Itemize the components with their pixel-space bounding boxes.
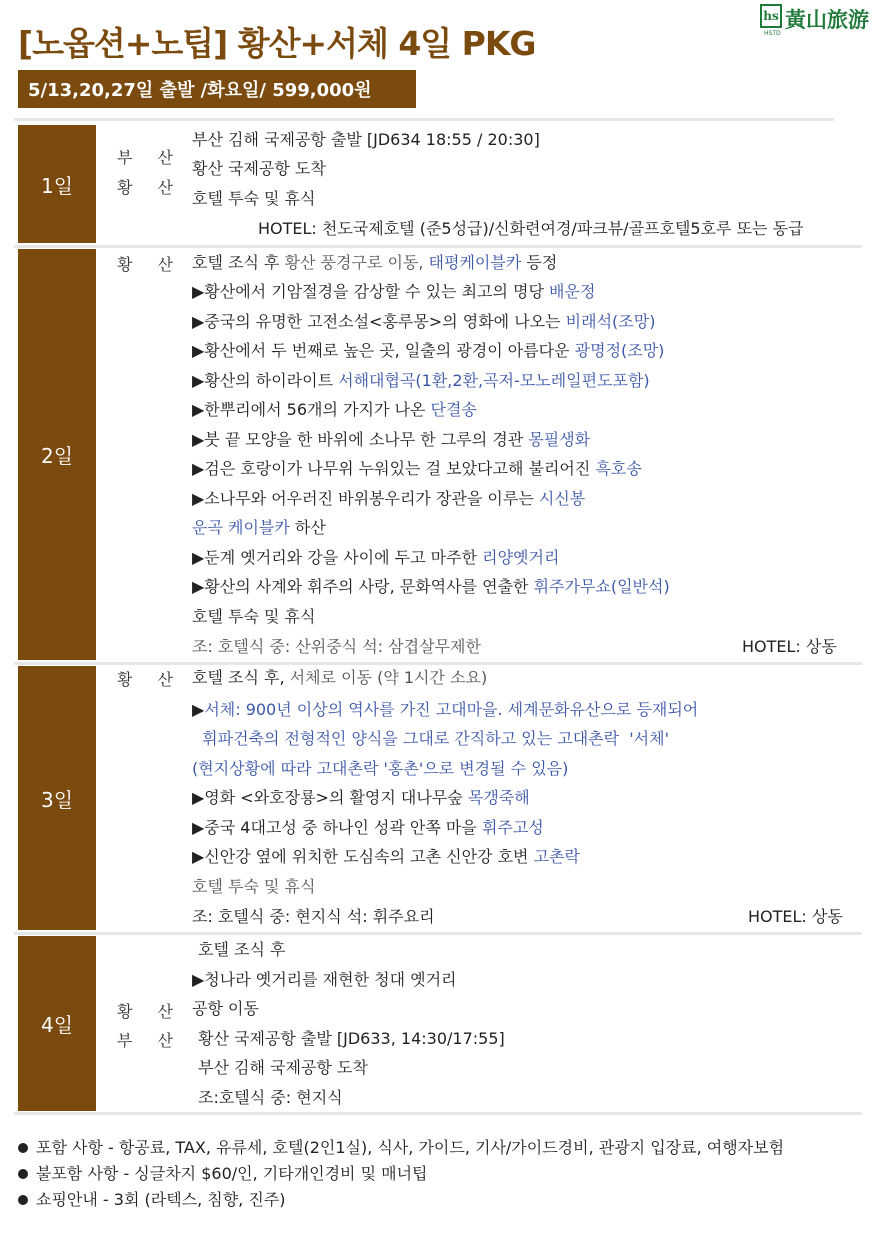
itinerary-line: ▶황산의 사계와 휘주의 사랑, 문화역사를 연출한 휘주가무쇼(일반석) <box>192 577 670 596</box>
departure-banner: 5/13,20,27일 출발 /화요일/ 599,000원 <box>18 70 416 108</box>
itinerary-line: 운곡 케이블카 하산 <box>192 518 326 537</box>
day-label: 1일 <box>18 125 96 243</box>
itinerary-line: 호텔 투숙 및 휴식 <box>192 877 316 896</box>
place-label: 황 산 <box>117 1002 183 1021</box>
itinerary-line: 공항 이동 <box>192 999 259 1018</box>
itinerary-line: ▶둔계 옛거리와 강을 사이에 두고 마주한 리양옛거리 <box>192 548 560 567</box>
itinerary-line: ▶중국의 유명한 고전소설<홍루몽>의 영화에 나오는 비래석(조망) <box>192 312 656 331</box>
itinerary-line: 호텔 투숙 및 휴식 <box>192 189 316 208</box>
itinerary-line: 조:호텔식 중: 현지식 <box>198 1088 343 1107</box>
itinerary-line: ▶황산에서 기암절경을 감상할 수 있는 최고의 명당 배운정 <box>192 282 596 301</box>
meals-line: 조: 호텔식 중: 산위중식 석: 삼겹살무제한 <box>192 637 481 656</box>
hotel-line: HOTEL: 상동 <box>748 907 843 926</box>
row-divider <box>14 118 834 121</box>
logo-mark: hs <box>760 4 782 28</box>
itinerary-line: ▶소나무와 어우러진 바위봉우리가 장관을 이루는 시신봉 <box>192 489 586 508</box>
place-label: 부 산 <box>117 148 183 167</box>
meals-line: 조: 호텔식 중: 현지식 석: 휘주요리 <box>192 907 435 926</box>
itinerary-line: 호텔 조식 후, 서체로 이동 (약 1시간 소요) <box>192 668 488 687</box>
itinerary-line: 호텔 투숙 및 휴식 <box>192 607 316 626</box>
itinerary-line: 호텔 조식 후 황산 풍경구로 이동, 태평케이블카 등정 <box>192 253 558 272</box>
itinerary-line: 부산 김해 국제공항 출발 [JD634 18:55 / 20:30] <box>192 130 540 149</box>
row-divider <box>14 662 862 665</box>
itinerary-line: ▶검은 호랑이가 나무위 누워있는 걸 보았다고해 불리어진 흑호송 <box>192 459 642 478</box>
itinerary-line: ▶붓 끝 모양을 한 바위에 소나무 한 그루의 경관 몽필생화 <box>192 430 591 449</box>
row-divider <box>14 245 862 248</box>
logo-sub: HSTD <box>764 30 781 37</box>
day-label: 3일 <box>18 666 96 930</box>
place-label: 부 산 <box>117 1031 183 1050</box>
itinerary-line: ▶영화 <와호장룡>의 활영지 대나무숲 목갱죽해 <box>192 788 530 807</box>
row-divider <box>14 1112 862 1115</box>
itinerary-line: 휘파건축의 전형적인 양식을 그대로 간직하고 있는 고대촌락 '서체' <box>192 729 669 748</box>
itinerary-line: (현지상황에 따라 고대촌락 '홍촌'으로 변경될 수 있음) <box>192 759 569 778</box>
included-items: 포함 사항 - 항공료, TAX, 유류세, 호텔(2인1실), 식사, 가이드, 기사/가이드경비, 관광지 입장료, 여행자보험 <box>18 1135 784 1158</box>
itinerary-line: ▶황산에서 두 번째로 높은 곳, 일출의 광경이 아름다운 광명정(조망) <box>192 341 665 360</box>
logo-text: 黃山旅游 <box>785 7 869 32</box>
hotel-line: HOTEL: 상동 <box>742 637 837 656</box>
hotel-line: HOTEL: 천도국제호텔 (준5성급)/신화련여경/파크뷰/골프호텔5호루 또는 동급 <box>258 219 804 238</box>
itinerary-line: ▶중국 4대고성 중 하나인 성곽 안쪽 마을 휘주고성 <box>192 818 544 837</box>
itinerary-line: ▶청나라 옛거리를 재현한 청대 옛거리 <box>192 970 457 989</box>
bullet-icon <box>18 1143 28 1153</box>
place-label: 황 산 <box>117 178 183 197</box>
place-label: 황 산 <box>117 670 183 689</box>
itinerary-line: ▶황산의 하이라이트 서해대협곡(1환,2환,곡저-모노레일편도포함) <box>192 371 650 390</box>
row-divider <box>14 932 862 935</box>
itinerary-line: 황산 국제공항 도착 <box>192 159 326 178</box>
itinerary-line: 부산 김해 국제공항 도착 <box>198 1058 368 1077</box>
itinerary-line: ▶신안강 옆에 위치한 도심속의 고촌 신안강 호변 고촌락 <box>192 847 580 866</box>
itinerary-line: 황산 국제공항 출발 [JD633, 14:30/17:55] <box>198 1029 505 1048</box>
itinerary-line: 호텔 조식 후 <box>198 940 286 959</box>
page-title: [노옵션+노팁] 황산+서체 4일 PKG <box>18 24 536 63</box>
shopping-info: 쇼핑안내 - 3회 (라텍스, 침향, 진주) <box>18 1187 286 1210</box>
day-label: 4일 <box>18 936 96 1111</box>
day-label: 2일 <box>18 249 96 660</box>
place-label: 황 산 <box>117 255 183 274</box>
itinerary-line: ▶한뿌리에서 56개의 가지가 나온 단결송 <box>192 400 477 419</box>
bullet-icon <box>18 1195 28 1205</box>
excluded-items: 불포함 사항 - 싱글차지 $60/인, 기타개인경비 및 매너팁 <box>18 1161 428 1184</box>
company-logo <box>760 4 869 37</box>
itinerary-line: ▶서체: 900년 이상의 역사를 가진 고대마을. 세계문화유산으로 등재되어 <box>192 700 699 719</box>
bullet-icon <box>18 1169 28 1179</box>
